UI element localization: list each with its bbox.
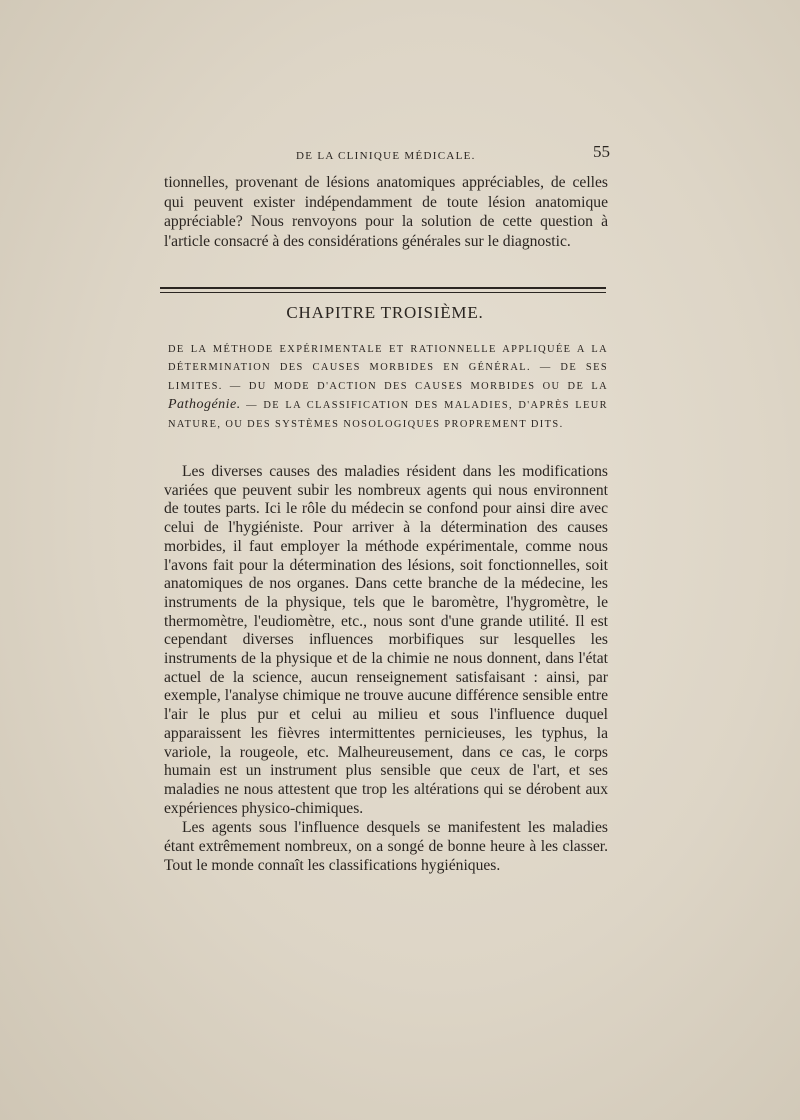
page-number: 55 <box>593 142 610 161</box>
body-paragraph: Les diverses causes des maladies résident dans les modifications variées que peuvent subir les nombreux agents qui nous environnent de toutes parts. Ici le rôle du médecin se confond pour ainsi dire avec celui de l'hygiéniste. Pour arriver à la détermination des causes morbides, il faut employer la méthode expérimentale, comme nous l'avons fait pour la détermination des lésions, soit fonctionnelles, soit anatomiques de nos organes. Dans cette branche de la médecine, les instruments de la physique, tels que le baromètre, l'hygromètre, le thermomètre, l'eudiomètre, etc., nous sont d'une grande utilité. Il est cependant diverses influences morbifiques sur lesquelles les instruments de la physique et de la chimie ne nous donnent, dans l'état actuel de la science, aucun renseignement satisfaisant : ainsi, par exemple, l'analyse chimique ne trouve aucune différence sensible entre l'air le plus pur et celui au milieu et sous l'influence duquel apparaissent les fièvres intermittentes pernicieuses, les typhus, la variole, la rougeole, etc. Malheureusement, dans ce cas, le corps humain est un instrument plus sensible que ceux de l'art, et ses maladies ne nous attestent que trop les altérations qui se dérobent aux expériences physico-chimiques. <box>164 463 608 817</box>
continued-paragraph <box>164 173 608 251</box>
summary-italic-term: Pathogénie. <box>168 397 241 413</box>
paragraph-text: tionnelles, provenant de lésions anatomiques appréciables, de celles qui peuvent exister indépendamment de toute lésion anatomique appréciable? Nous renvoyons pour la solution de cette question à l'article consacré à des considérations générales sur le diagnostic. <box>164 174 608 250</box>
section-divider <box>160 287 606 289</box>
chapter-body <box>164 463 608 875</box>
summary-text: DE LA MÉTHODE EXPÉRIMENTALE ET RATIONNELLE APPLIQUÉE A LA DÉTERMINATION DES CAUSES MORBIDES EN GÉNÉRAL. — DE SES LIMITES. — DU MODE D'ACTION DES CAUSES MORBIDES OU DE LA <box>168 344 608 392</box>
body-paragraph: Les agents sous l'influence desquels se manifestent les maladies étant extrêmement nombreux, on a songé de bonne heure à les classer. Tout le monde connaît les classifications hygiéniques. <box>164 819 608 874</box>
section-divider-thin <box>160 292 606 293</box>
running-title: DE LA CLINIQUE MÉDICALE. <box>296 150 476 162</box>
chapter-summary <box>168 341 608 434</box>
summary-text-end: — DE LA CLASSIFICATION DES MALADIES, D'APRÈS LEUR NATURE, OU DES SYSTÈMES NOSOLOGIQUES PROPREMENT DITS. <box>168 400 608 430</box>
chapter-title: CHAPITRE TROISIÈME. <box>286 303 484 322</box>
